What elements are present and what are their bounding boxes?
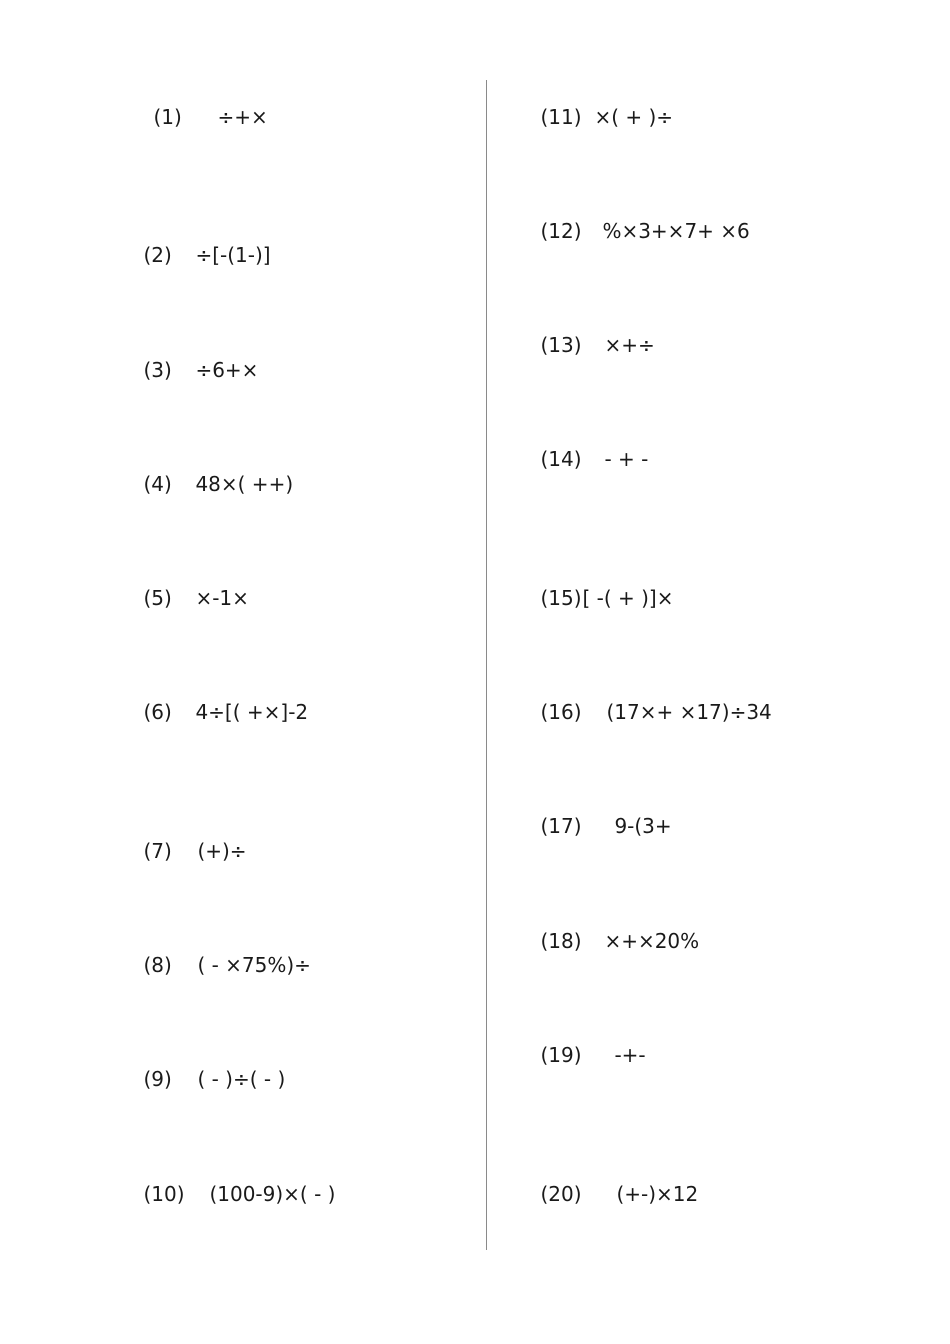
problem-number: (2) (143, 243, 172, 267)
problem-expression: ÷6+× (195, 358, 259, 382)
problem-number: (17) (540, 814, 582, 838)
problem-number: (12) (540, 219, 582, 243)
problem-13 (515, 309, 655, 381)
problem-expression: %×3+×7+ ×6 (602, 219, 750, 243)
problem-11 (515, 81, 673, 153)
problem-expression: ÷[-(1-)] (195, 243, 271, 267)
problem-number: (13) (540, 333, 582, 357)
problem-9 (118, 1043, 285, 1115)
problem-number: (1) (153, 105, 182, 129)
problem-number: (18) (540, 929, 582, 953)
problem-expression: ÷+× (217, 105, 268, 129)
problem-expression: ×-1× (195, 586, 249, 610)
column-divider (486, 80, 487, 1250)
problem-number: (9) (143, 1067, 172, 1091)
problem-expression: (17×+ ×17)÷34 (606, 700, 772, 724)
problem-number: (19) (540, 1043, 582, 1067)
problem-14 (515, 423, 648, 495)
problem-16 (515, 676, 772, 748)
problem-3 (118, 334, 258, 406)
problem-expression: (100-9)×( - ) (209, 1182, 336, 1206)
problem-expression: 4÷[( +×]-2 (195, 700, 309, 724)
problem-number: (20) (540, 1182, 582, 1206)
problem-4 (118, 448, 293, 520)
problem-expression: 48×( ++) (195, 472, 294, 496)
problem-expression: ×( + )÷ (594, 105, 674, 129)
problem-number: (16) (540, 700, 582, 724)
problem-expression: (+)÷ (197, 839, 247, 863)
problem-expression: - + - (604, 447, 649, 471)
problem-15 (515, 562, 673, 634)
problem-number: (7) (143, 839, 172, 863)
problem-8 (118, 929, 311, 1001)
problem-number: (3) (143, 358, 172, 382)
problem-19 (515, 1019, 646, 1091)
problem-6 (118, 676, 308, 748)
problem-number: (4) (143, 472, 172, 496)
problem-number: (8) (143, 953, 172, 977)
problem-10 (118, 1158, 335, 1230)
problem-expression: ( - ×75%)÷ (197, 953, 311, 977)
problem-18 (515, 905, 699, 977)
problem-number: (6) (143, 700, 172, 724)
problem-5 (118, 562, 249, 634)
problem-number: (5) (143, 586, 172, 610)
problem-expression: ( - )÷( - ) (197, 1067, 286, 1091)
problem-expression: ×+÷ (604, 333, 655, 357)
problem-number: (14) (540, 447, 582, 471)
problem-17 (515, 790, 672, 862)
problem-expression: [ -( + )]× (582, 586, 674, 610)
problem-expression: (+-)×12 (616, 1182, 699, 1206)
problem-expression: ×+×20% (604, 929, 700, 953)
problem-number: (11) (540, 105, 582, 129)
problem-2 (118, 219, 271, 291)
problem-expression: 9-(3+ (614, 814, 672, 838)
problem-expression: -+- (614, 1043, 646, 1067)
problem-number: (10) (143, 1182, 185, 1206)
problem-12 (515, 195, 750, 267)
problem-number: (15) (540, 586, 582, 610)
problem-7 (118, 815, 247, 887)
problem-20 (515, 1158, 698, 1230)
problem-1 (128, 81, 268, 153)
